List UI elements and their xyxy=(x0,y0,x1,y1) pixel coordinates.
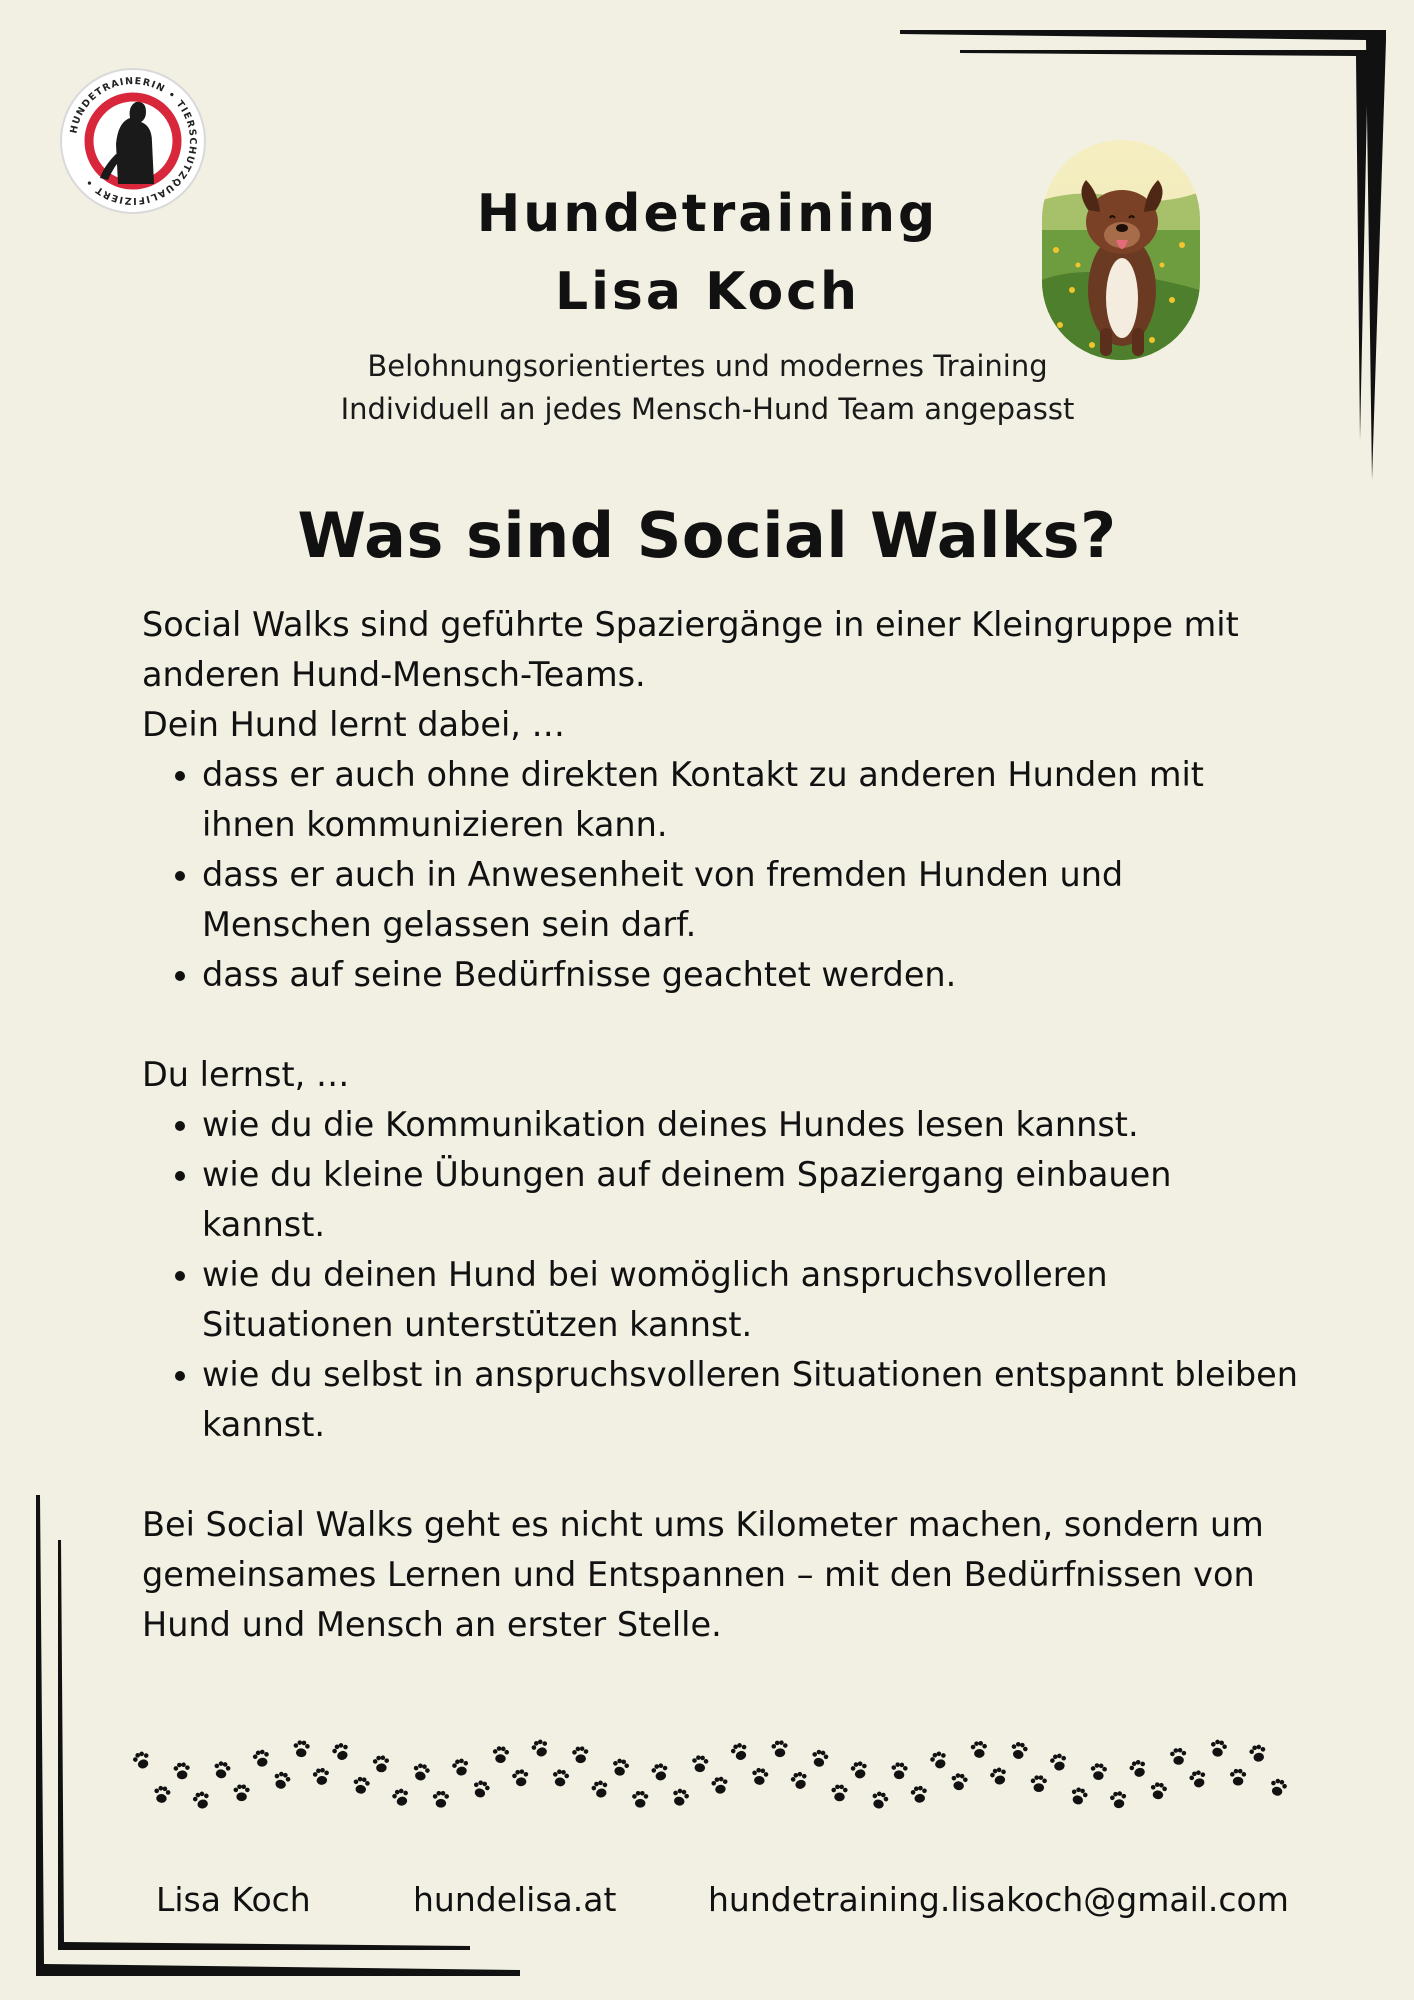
list-item: • dass er auch ohne direkten Kontakt zu anderen Hunden mit ihnen kommunizieren kann. xyxy=(202,750,1302,850)
paw-print-icon xyxy=(729,1741,750,1762)
paw-print-icon xyxy=(1049,1752,1068,1772)
paw-print-icon xyxy=(928,1750,949,1771)
paw-print-icon xyxy=(1170,1748,1187,1766)
brand-title-line1: Hundetraining xyxy=(476,184,939,244)
paw-print-icon xyxy=(670,1787,690,1808)
footer xyxy=(0,1875,1414,1925)
trainer-badge-logo xyxy=(58,66,208,216)
paw-print-icon xyxy=(771,1740,788,1758)
paw-print-icon xyxy=(293,1740,310,1758)
paw-print-icon xyxy=(572,1746,589,1764)
list-item: • dass er auch in Anwesenheit von fremden Hunden und Menschen gelassen sein darf. xyxy=(202,850,1302,950)
paw-print-icon xyxy=(891,1762,908,1780)
closing-paragraph: Bei Social Walks geht es nicht ums Kilometer machen, sondern um gemeinsames Lernen und Entspannen – mit den Bedürfnissen von Hund und Mensch an erster Stelle. xyxy=(142,1505,1264,1644)
list-item: • wie du die Kommunikation deines Hundes lesen kannst. xyxy=(202,1100,1302,1150)
paw-print-icon xyxy=(471,1779,491,1800)
footer-name: Lisa Koch xyxy=(156,1880,311,1919)
paw-print-icon xyxy=(970,1741,987,1759)
paw-print-icon xyxy=(312,1767,330,1786)
paw-print-icon xyxy=(272,1770,292,1791)
dog-learns-lead: Dein Hund lernt dabei, … xyxy=(142,705,566,744)
paw-print-icon xyxy=(611,1757,630,1777)
paw-print-icon xyxy=(372,1755,389,1773)
paw-print-icon xyxy=(590,1779,610,1800)
paw-print-icon xyxy=(751,1767,769,1786)
paw-print-trail xyxy=(130,1720,1290,1830)
paw-print-icon xyxy=(850,1760,869,1780)
paw-print-icon xyxy=(1230,1769,1246,1786)
tagline-1: Belohnungsorientiertes und modernes Training xyxy=(367,349,1048,383)
paw-print-icon xyxy=(234,1784,250,1801)
paw-print-icon xyxy=(910,1785,928,1804)
paw-print-icon xyxy=(1188,1769,1208,1790)
footer-website-link[interactable]: hundelisa.at xyxy=(413,1880,617,1919)
logo-ring-text: HUNDETRAINERIN • TIERSCHUTZQUALIFIZIERT • xyxy=(68,75,199,207)
intro-paragraph: Social Walks sind geführte Spaziergänge in einer Kleingruppe mit anderen Hund-Mensch-Teams. xyxy=(142,605,1239,694)
list-item: • dass auf seine Bedürfnisse geachtet werden. xyxy=(202,950,1302,1000)
paw-print-icon xyxy=(1268,1777,1288,1798)
paw-print-icon xyxy=(1128,1758,1149,1779)
you-learn-list xyxy=(142,1100,1302,1450)
paw-print-icon xyxy=(192,1790,212,1811)
paw-print-icon xyxy=(212,1760,231,1780)
you-learn-lead: Du lernst, … xyxy=(142,1055,350,1094)
page-title: Was sind Social Walks? xyxy=(297,499,1117,572)
paw-print-icon xyxy=(511,1769,529,1788)
paw-print-icon xyxy=(810,1749,829,1769)
paw-print-icon xyxy=(412,1762,431,1782)
paw-print-icon xyxy=(252,1748,271,1768)
paw-print-icon xyxy=(391,1787,411,1808)
paw-print-icon xyxy=(711,1776,729,1795)
dog-learns-list xyxy=(142,750,1302,1000)
paw-print-icon xyxy=(331,1741,352,1762)
paw-prints xyxy=(131,1738,1288,1811)
paw-print-icon xyxy=(131,1750,152,1771)
main-content xyxy=(142,600,1302,1650)
paw-print-icon xyxy=(173,1762,190,1780)
paw-print-icon xyxy=(950,1772,968,1791)
paw-print-icon xyxy=(1209,1738,1228,1758)
paw-print-icon xyxy=(989,1766,1009,1787)
paw-print-icon xyxy=(1090,1763,1107,1781)
paw-print-icon xyxy=(1109,1790,1127,1809)
paw-print-icon xyxy=(1069,1786,1089,1807)
paw-print-icon xyxy=(691,1755,708,1773)
list-item: • wie du selbst in anspruchsvolleren Situationen entspannt bleiben kannst. xyxy=(202,1350,1302,1450)
paw-print-icon xyxy=(831,1785,847,1802)
paw-print-icon xyxy=(632,1791,648,1808)
footer-email-link[interactable]: hundetraining.lisakoch@gmail.com xyxy=(708,1880,1289,1919)
paw-print-icon xyxy=(1248,1743,1267,1763)
paw-print-icon xyxy=(650,1762,669,1782)
paw-print-icon xyxy=(451,1757,470,1777)
paw-print-icon xyxy=(352,1776,370,1795)
paw-print-icon xyxy=(153,1785,171,1804)
paw-print-icon xyxy=(1031,1775,1047,1792)
paw-print-icon xyxy=(1009,1741,1028,1761)
paw-print-icon xyxy=(789,1770,809,1791)
paw-print-icon xyxy=(492,1746,509,1764)
paw-print-icon xyxy=(1149,1782,1167,1801)
paw-print-icon xyxy=(530,1738,551,1759)
tagline-2: Individuell an jedes Mensch-Hund Team angepasst xyxy=(340,392,1075,426)
brand-header xyxy=(300,175,1115,431)
list-item: • wie du deinen Hund bei womöglich anspruchsvolleren Situationen unterstützen kannst. xyxy=(202,1250,1302,1350)
list-item: • wie du kleine Übungen auf deinem Spaziergang einbauen kannst. xyxy=(202,1150,1302,1250)
brand-title-line2: Lisa Koch xyxy=(554,262,861,322)
paw-print-icon xyxy=(551,1769,569,1788)
paw-print-icon xyxy=(433,1791,449,1808)
paw-print-icon xyxy=(870,1790,890,1811)
